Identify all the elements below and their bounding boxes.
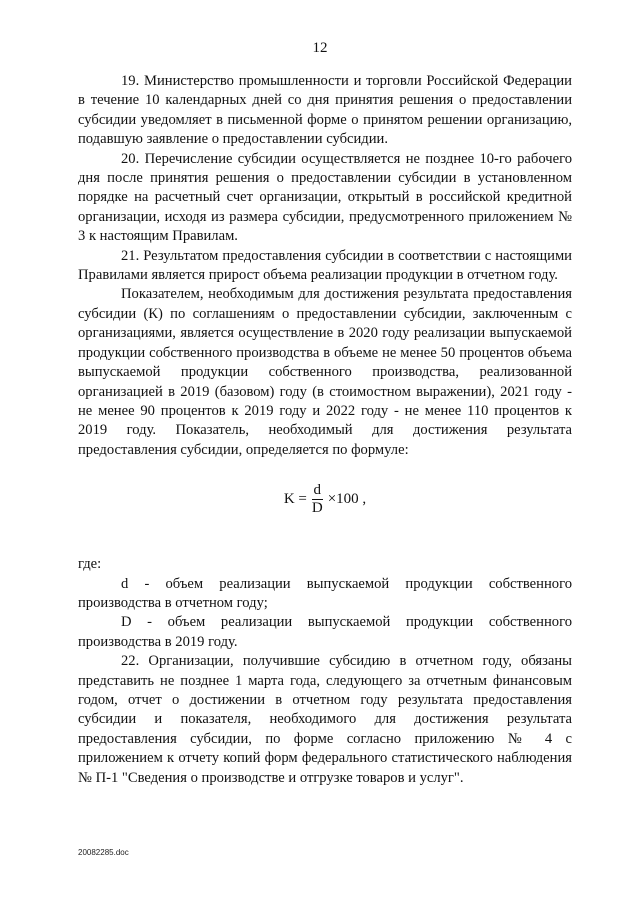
paragraph-20: 20. Перечисление субсидии осуществляется не позднее 10-го рабочего дня после принятия решения о предоставлении субсидии в установленном порядке на расчетный счет организации, открытый в российской кредитной организации, исходя из размера субсидии, предусмотренного приложением № 3 к настоящим Правилам.	[78, 150, 572, 245]
formula-rhs: ×100 ,	[327, 490, 367, 507]
indicator-paragraph: Показателем, необходимым для достижения результата предоставления субсидии (К) по соглашениям о предоставлении субсидии, заключенным с организациями, является осуществление в 2020 году реализации выпускаемой продукции собственного производства в объеме не менее 50 процентов объема выпускаемой продукции собственного производства, реализованной организацией в 2019 (базовом) году (в стоимостном выражении), 2021 году - не менее 90 процентов к 2019 году и 2022 году - не менее 110 процентов к 2019 году. Показатель, необходимый для достижения результата предоставления субсидии, определяется по формуле:	[78, 286, 572, 458]
footer-doc-id: 20082285.doc	[78, 848, 129, 857]
page-number: 12	[312, 40, 328, 56]
document-body	[78, 72, 572, 788]
paragraph-22: 22. Организации, получившие субсидию в отчетном году, обязаны представить не позднее 1 марта года, следующего за отчетным финансовым годом, отчет о достижении в отчетном году результата предоставления субсидии и показателя, необходимого для достижения результата предоставления субсидии, по форме согласно приложению № 4 с приложением к отчету копий форм федерального статистического наблюдения № П-1 "Сведения о производстве и отгрузке товаров и услуг".	[78, 653, 572, 786]
paragraph-21: 21. Результатом предоставления субсидии в соответствии с настоящими Правилами является прирост объема реализации продукции в отчетном году.	[78, 247, 572, 284]
definition-d: d - объем реализации выпускаемой продукции собственного производства в отчетном году;	[78, 575, 572, 611]
formula-denominator: D	[311, 500, 323, 517]
paragraph-19: 19. Министерство промышленности и торговли Российской Федерации в течение 10 календарных дней со дня принятия решения о предоставлении субсидии уведомляет в письменной форме о принятом решении организацию, подавшую заявление о предоставлении субсидии.	[78, 73, 572, 148]
where-label: где:	[78, 556, 102, 573]
definition-D: D - объем реализации выпускаемой продукции собственного производства в 2019 году.	[78, 614, 572, 650]
formula	[78, 482, 572, 517]
formula-numerator: d	[313, 482, 322, 499]
formula-lhs: K =	[283, 490, 307, 507]
formula-fraction	[310, 482, 325, 517]
